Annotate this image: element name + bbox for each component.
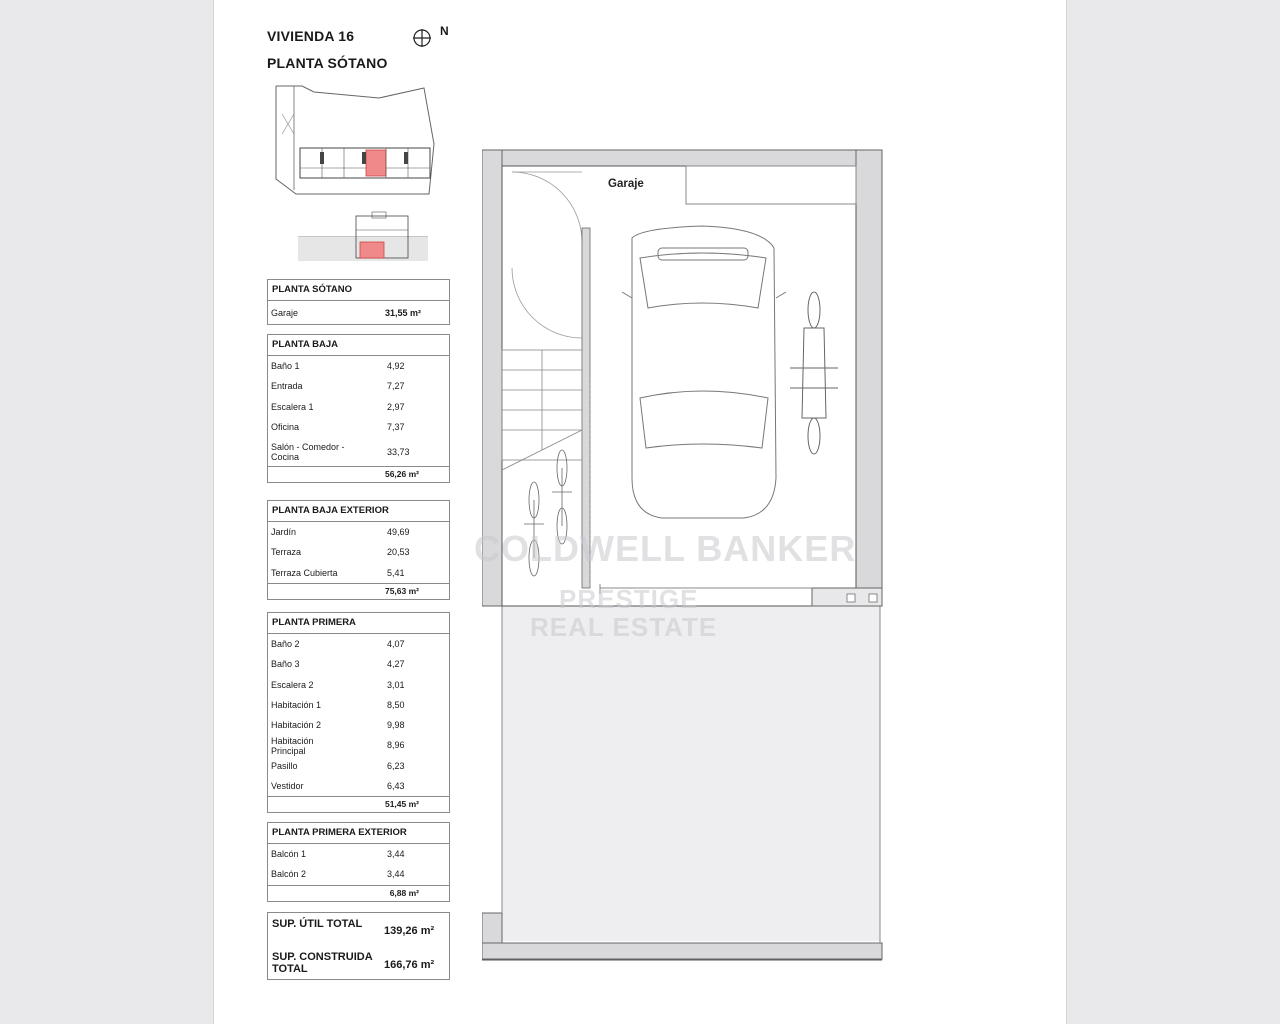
row-label: Garaje	[271, 308, 299, 318]
row-value: 20,53	[387, 547, 410, 558]
construida-total-label: SUP. CONSTRUIDA TOTAL	[272, 951, 373, 975]
table-row	[268, 844, 449, 864]
row-label: Baño 2	[271, 639, 300, 649]
floor-title: PLANTA SÓTANO	[267, 55, 388, 71]
row-value: 3,01	[387, 679, 405, 690]
site-keyplan	[274, 84, 444, 198]
row-label: Escalera 1	[271, 401, 314, 412]
row-label: Habitación 1	[271, 699, 322, 710]
row-value: 4,92	[387, 361, 405, 371]
table-row	[268, 356, 449, 376]
util-total-value: 139,26 m²	[384, 925, 435, 937]
row-value: 3,44	[387, 849, 405, 859]
table-row	[268, 735, 449, 755]
floor-plan-sheet	[213, 0, 1067, 1024]
table-row	[268, 563, 449, 583]
table-planta-primera-exterior	[267, 822, 450, 902]
row-value: 7,27	[387, 381, 405, 392]
table-row	[268, 654, 449, 674]
table-row	[268, 756, 449, 776]
row-value: 6,43	[387, 781, 405, 792]
table-row	[268, 715, 449, 735]
unit-highlight	[366, 150, 386, 176]
row-label: Baño 3	[271, 659, 300, 670]
table-total: 75,63 m²	[268, 583, 449, 599]
table-title: PLANTA BAJA EXTERIOR	[268, 501, 449, 522]
row-label: Balcón 1	[271, 849, 307, 859]
house-title: VIVIENDA 16	[267, 28, 355, 44]
row-value: 8,96	[387, 740, 405, 751]
construida-total-value: 166,76 m²	[384, 959, 435, 971]
row-value: 3,44	[387, 869, 405, 880]
row-value: 5,41	[387, 567, 405, 578]
table-row	[268, 301, 449, 324]
row-value: 9,98	[387, 720, 405, 731]
table-row	[268, 542, 449, 562]
row-value: 6,23	[387, 760, 405, 771]
watermark-line2: PRESTIGE	[559, 584, 699, 614]
row-value: 49,69	[387, 527, 410, 537]
table-planta-primera	[267, 612, 450, 813]
row-value: 4,27	[387, 659, 405, 670]
row-value: 7,37	[387, 421, 405, 432]
row-label: Escalera 2	[271, 679, 314, 690]
row-label: Terraza	[271, 547, 302, 558]
row-value: 33,73	[387, 447, 410, 458]
row-value: 4,07	[387, 639, 405, 649]
table-title: PLANTA PRIMERA	[268, 613, 449, 634]
table-planta-sotano	[267, 279, 450, 325]
table-row	[268, 776, 449, 796]
table-title: PLANTA SÓTANO	[268, 280, 449, 301]
row-label: Entrada	[271, 381, 303, 392]
totals-box	[267, 912, 450, 980]
row-label: Terraza Cubierta	[271, 567, 338, 578]
util-total-label: SUP. ÚTIL TOTAL	[272, 918, 363, 930]
table-row	[268, 522, 449, 542]
compass-icon	[413, 29, 431, 47]
watermark-line3: REAL ESTATE	[530, 612, 718, 642]
row-value: 8,50	[387, 699, 405, 710]
watermark-line1: COLDWELL BANKER	[474, 528, 857, 569]
table-row	[268, 864, 449, 884]
table-row	[268, 634, 449, 654]
north-label: N	[440, 24, 449, 38]
table-title: PLANTA BAJA	[268, 335, 449, 356]
table-row	[268, 675, 449, 695]
row-label: Salón - Comedor - Cocina	[271, 442, 345, 463]
table-planta-baja	[267, 334, 450, 483]
row-label: Pasillo	[271, 760, 298, 771]
table-planta-baja-exterior	[267, 500, 450, 600]
row-value: 2,97	[387, 401, 405, 412]
table-row	[268, 437, 449, 466]
row-label: Balcón 2	[271, 869, 307, 880]
table-row	[268, 695, 449, 715]
room-label-garaje: Garaje	[608, 178, 644, 190]
table-total: 51,45 m²	[268, 796, 449, 812]
row-label: Habitación 2	[271, 720, 322, 731]
section-keyplan	[298, 210, 428, 262]
table-title: PLANTA PRIMERA EXTERIOR	[268, 823, 449, 844]
row-label: Jardín	[271, 527, 297, 537]
row-label: Oficina	[271, 421, 300, 432]
row-label: Baño 1	[271, 361, 300, 371]
table-row	[268, 397, 449, 417]
table-total: 6,88 m²	[268, 885, 449, 901]
row-label: Vestidor	[271, 781, 304, 792]
row-label: Habitación Principal	[271, 736, 314, 757]
row-value: 31,55 m²	[385, 308, 422, 318]
table-row	[268, 417, 449, 437]
table-row	[268, 376, 449, 396]
table-total: 56,26 m²	[268, 466, 449, 482]
